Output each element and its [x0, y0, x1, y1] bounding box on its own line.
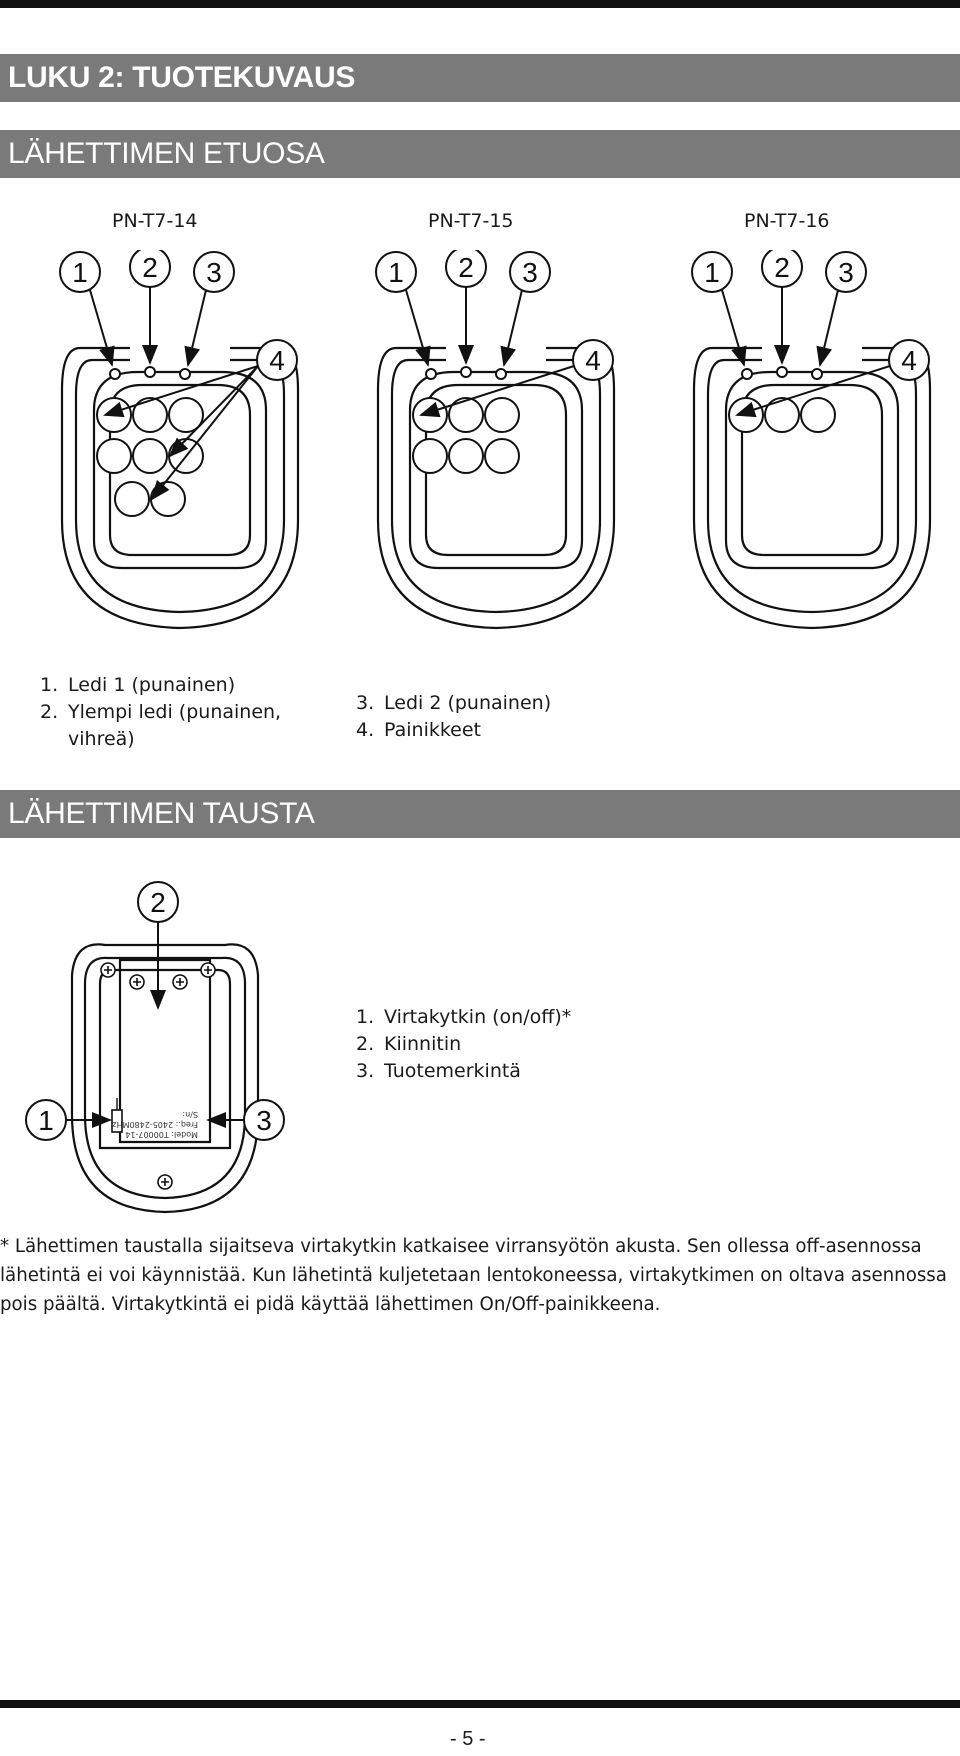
legend-text: Painikkeet — [384, 719, 482, 741]
callout-2: 2 — [458, 252, 474, 283]
remote-back-diagram — [10, 880, 320, 1220]
page-number: - 5 - — [450, 1728, 486, 1750]
legend-text: Virtakytkin (on/off)* — [384, 1006, 572, 1028]
legend-text: Ledi 2 (punainen) — [384, 692, 552, 714]
legend-num: 2. — [356, 1033, 375, 1055]
legend-text: Tuotemerkintä — [384, 1060, 521, 1082]
model-label-t7-15: PN-T7-15 — [428, 210, 514, 232]
legend-text: Ledi 1 (punainen) — [68, 674, 236, 696]
back-callout-1: 1 — [38, 1105, 54, 1136]
back-label-line3: S/n: — [182, 1110, 198, 1119]
power-switch-note: * Lähettimen taustalla sijaitseva virtakytkin katkaisee virransyötön akusta. Sen ollessa off-asennossa lähetintä ei voi käynnistää. Kun lähetintä kuljetetaan lentokoneessa, virtakytkimen on oltava asennossa pois päältä. Virtakytkintä ei pidä käyttää lähettimen On/Off-painikkeena. — [0, 1236, 947, 1315]
back-label-line1: Model: T00007-14 — [125, 1130, 198, 1139]
model-label-t7-16: PN-T7-16 — [744, 210, 830, 232]
legend-text: Kiinnitin — [384, 1033, 462, 1055]
callout-3: 3 — [206, 257, 222, 288]
back-callout-2: 2 — [150, 887, 166, 918]
callout-1: 1 — [388, 257, 404, 288]
callout-4: 4 — [901, 345, 917, 376]
callout-3: 3 — [522, 257, 538, 288]
callout-4: 4 — [269, 345, 285, 376]
legend-text-cont: vihreä) — [68, 728, 135, 750]
model-label-t7-14: PN-T7-14 — [112, 210, 198, 232]
back-label-line2: Freq.: 2405-2480MHz — [112, 1120, 198, 1129]
legend-num: 1. — [40, 674, 59, 696]
remote-diagram-t7-16 — [682, 250, 942, 640]
front-section-title: LÄHETTIMEN ETUOSA — [0, 130, 960, 178]
front-legend-left — [40, 672, 281, 753]
legend-num: 3. — [356, 692, 375, 714]
remote-diagram-t7-15 — [366, 250, 626, 640]
legend-num: 4. — [356, 719, 375, 741]
legend-num: 2. — [40, 701, 59, 723]
callout-2: 2 — [774, 252, 790, 283]
front-legend-right — [356, 690, 551, 744]
callout-2: 2 — [142, 252, 158, 283]
back-section-title: LÄHETTIMEN TAUSTA — [0, 790, 960, 838]
remote-diagram-t7-14 — [50, 250, 310, 640]
legend-text: Ylempi ledi (punainen, — [68, 701, 282, 723]
back-callout-3: 3 — [256, 1105, 272, 1136]
callout-1: 1 — [704, 257, 720, 288]
back-legend — [356, 1004, 571, 1085]
top-rule — [0, 0, 960, 8]
legend-num: 1. — [356, 1006, 375, 1028]
callout-1: 1 — [72, 257, 88, 288]
callout-3: 3 — [838, 257, 854, 288]
legend-num: 3. — [356, 1060, 375, 1082]
callout-4: 4 — [585, 345, 601, 376]
chapter-title: LUKU 2: TUOTEKUVAUS — [0, 54, 960, 102]
bottom-rule — [0, 1700, 960, 1708]
